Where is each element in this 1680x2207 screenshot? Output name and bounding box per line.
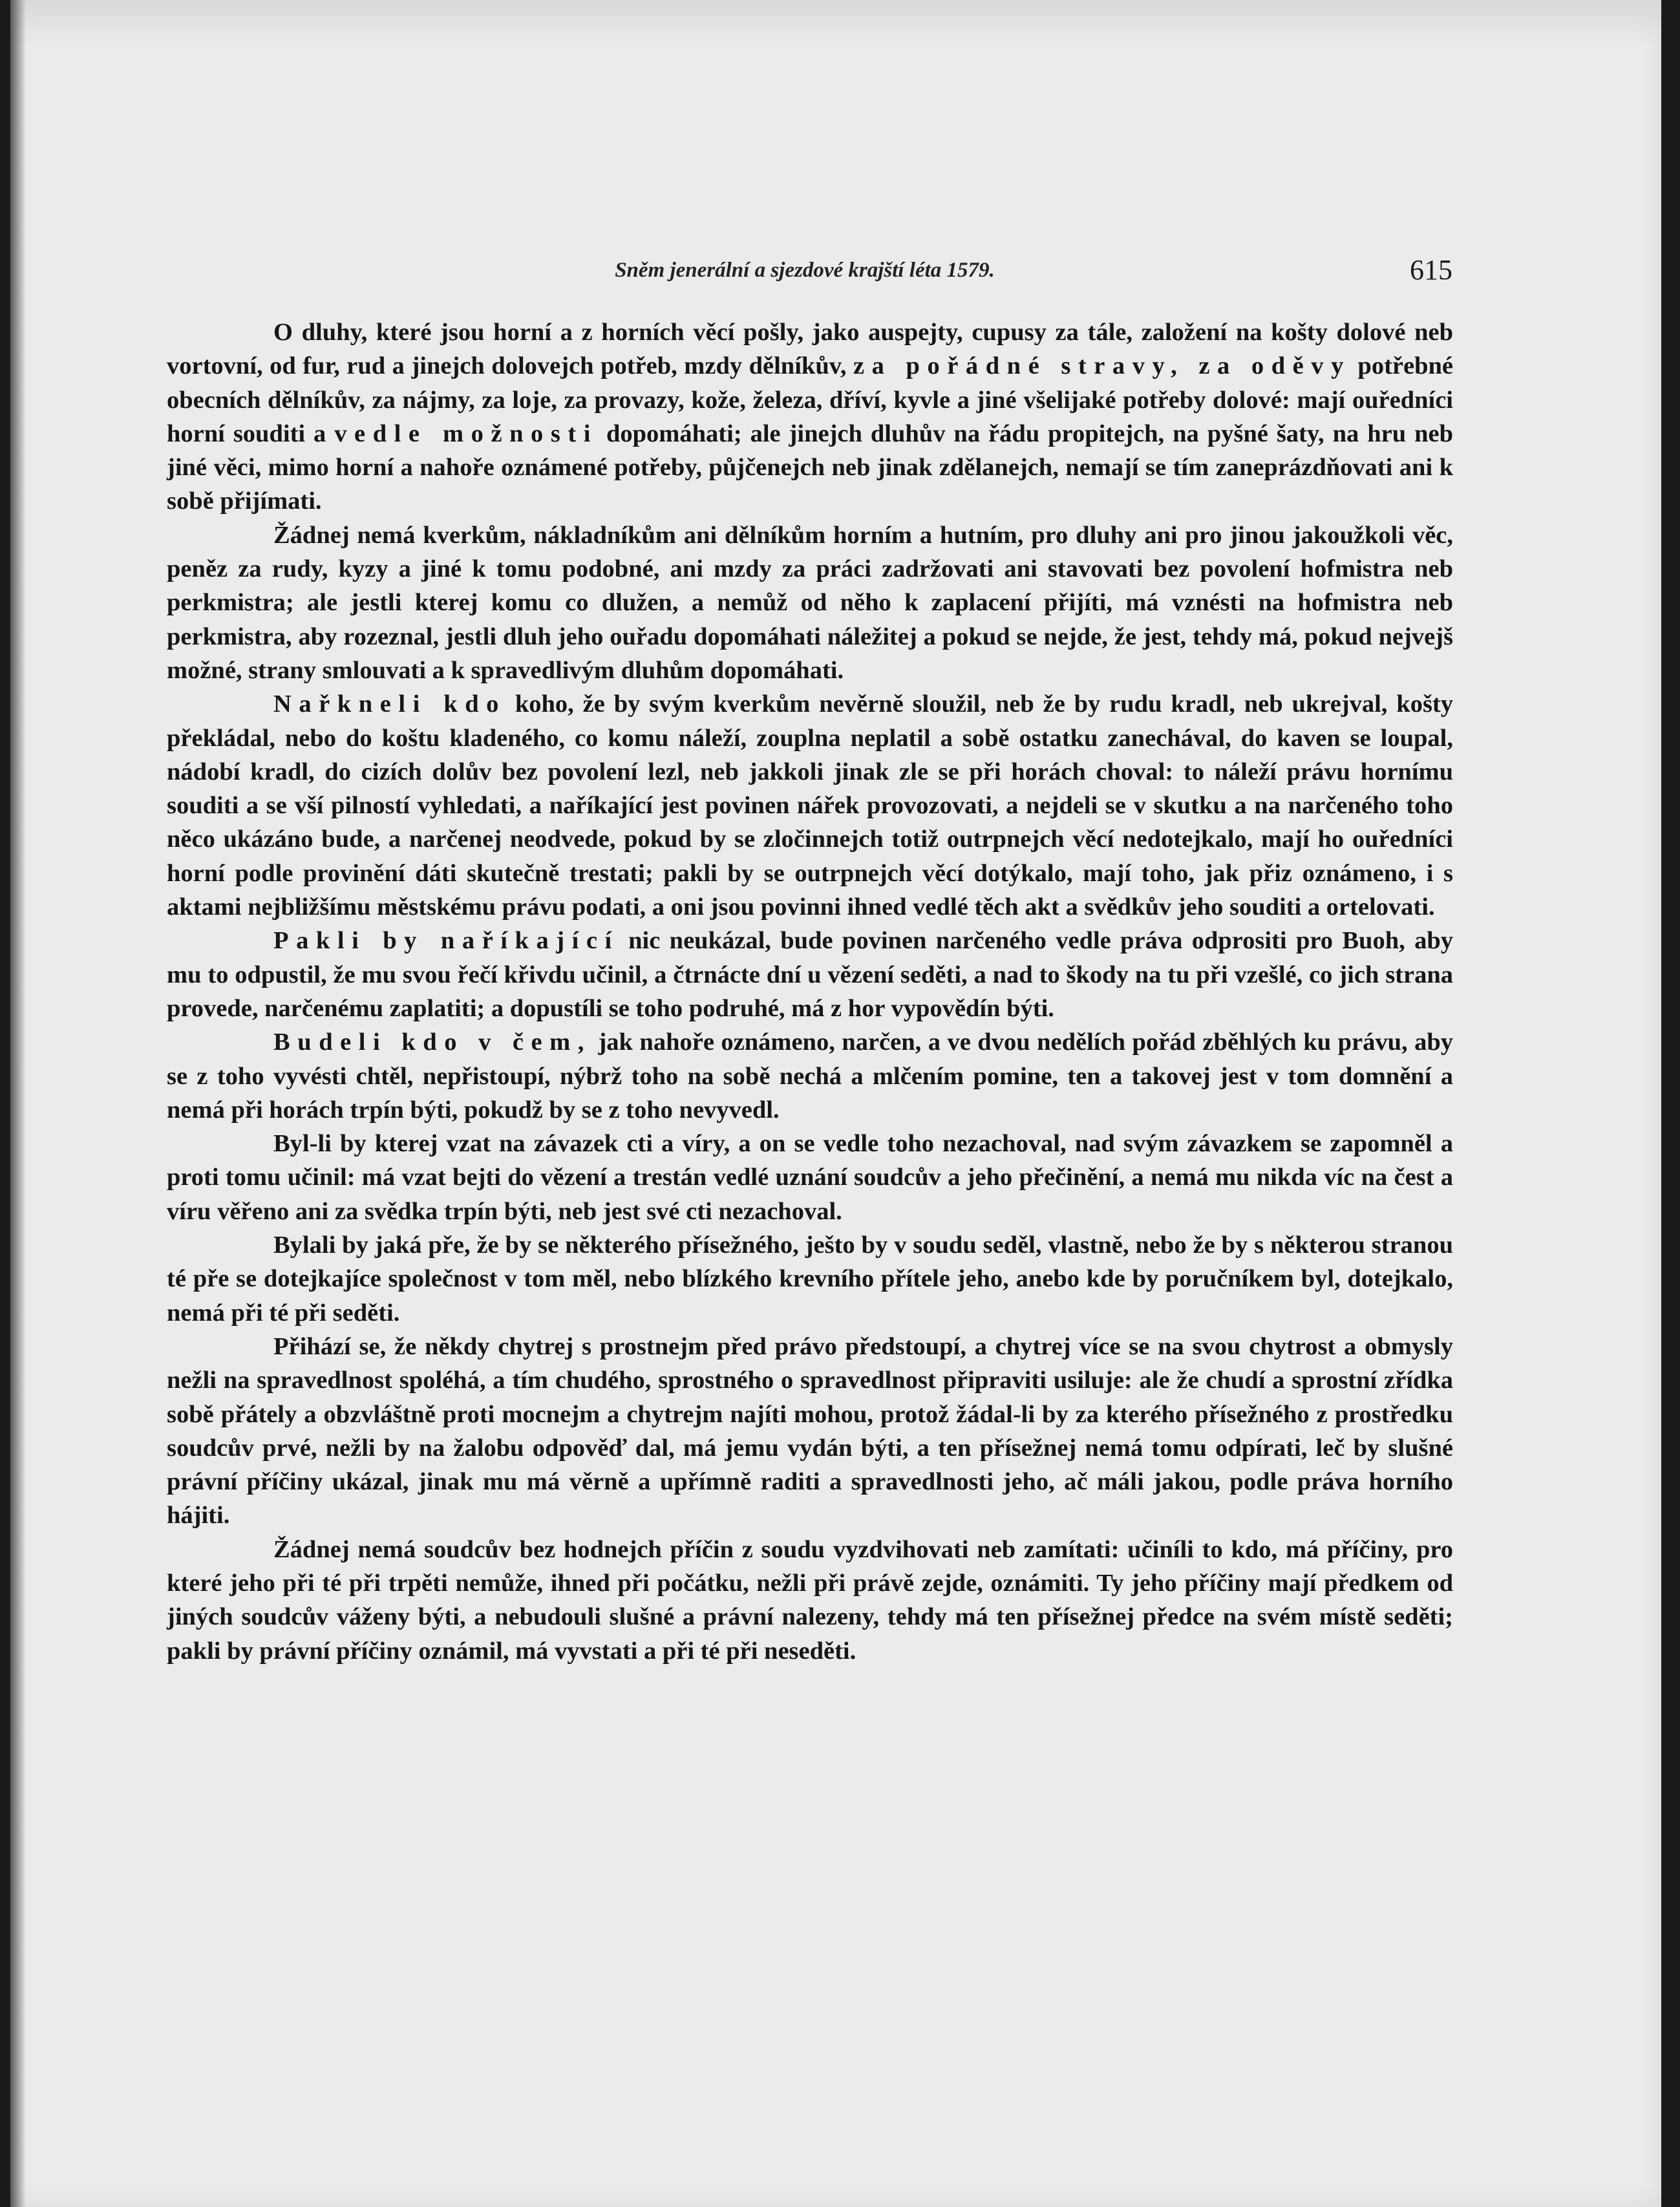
paragraph-text: jak nahoře oznámeno, narčen, a ve dvou nedělích pořád zběhlých ku právu, aby se z toho vyvésti chtěl, nepřistoupí, nýbrž toho na sobě nechá a mlčením pomine, ten a takovej jest v tom domnění a nemá při horách trpín býti, pokudž by se z toho nevyvedl. bbox=[167, 1029, 1454, 1124]
paragraph-text: Žádnej nemá kverkům, nákladníkům ani dělníkům horním a hutním, pro dluhy ani pro jinou jakoužkoli věc, peněz za rudy, kyzy a jiné k tomu podobné, ani mzdy za práci zadržovati ani stavovati bez povolení hofmistra neb perkmistra; ale jestli kterej komu co dlužen, a nemůž od něho k zaplacení přijíti, má vznésti na hofmistra neb perkmistra, aby rozeznal, jestli dluh jeho ouřadu dopomáhati náležitej a pokud se nejde, že jest, tehdy má, pokud nejvejš možné, strany smlouvati a k spravedlivým dluhům dopomáhati. bbox=[167, 521, 1453, 684]
paragraph bbox=[167, 1127, 1453, 1228]
paragraph bbox=[167, 518, 1453, 687]
paragraph-text: O dluhy, které jsou horní a z horních věcí pošly, jako auspejty, cupusy za tále, založení na košty dolové neb vortovní, od fur, rud a jinejch dolovejch potřeb, mzdy dělníkův, bbox=[167, 319, 1453, 380]
paragraph bbox=[167, 687, 1453, 924]
body-text bbox=[167, 315, 1453, 1668]
spaced-emphasis: vedle možnosti bbox=[334, 420, 599, 447]
scan-shadow-left bbox=[10, 0, 26, 2207]
paragraph-text: Bylali by jaká pře, že by se některého přísežného, ješto by v soudu seděl, vlastně, nebo že by s některou stranou té pře se dotejkajíce společnost v tom měl, nebo blízkého krevního přítele jeho, anebo kde by poručníkem byl, dotejkalo, nemá při té při seděti. bbox=[167, 1231, 1453, 1327]
paragraph-text: Přihází se, že někdy chytrej s prostnejm před právo předstoupí, a chytrej více se na svou chytrost a obmysly nežli na spravedlnost spoléhá, a tím chudého, sprostného o spravedlnost připraviti usiluje: ale že chudí a sprostní zřídka sobě přátely a obzvláštně proti mocnejm a chytrejm najíti mohou, protož žádal-li by za kterého přísežného z prostředku soudcův prvé, nežli by na žalobu odpověď dal, má jemu vydán býti, a ten přísežnej nemá tomu odpírati, leč by slušné právní příčiny ukázal, jinak mu má věrně a upřímně raditi a spravedlnosti jeho, ač máli jakou, podle práva horního hájiti. bbox=[167, 1332, 1453, 1530]
spaced-lead-words: Pakli by naříkající bbox=[273, 927, 619, 955]
paragraph-text: potřebné obecních dělníkův, za nájmy, za loje, za provazy, kože, železa, dříví, kyvle a jiné všelijaké potřeby dolové: mají ouředníci horní souditi a bbox=[167, 352, 1453, 447]
scan-shadow-top bbox=[10, 0, 1661, 45]
spaced-emphasis: za pořádné stravy, za oděvy bbox=[853, 352, 1351, 380]
paragraph bbox=[167, 1533, 1453, 1668]
spaced-lead-words: Nařkneli kdo bbox=[273, 690, 506, 718]
paragraph-text: nic neukázal, bude povinen narčeného vedle práva odprositi pro Buoh, aby mu to odpustil, že mu svou řečí křivdu učinil, a čtrnácte dní u vězení seděti, a nad to škody na tu při vzešlé, co jich strana provede, narčenému zaplatiti; a dopustíli se toho podruhé, má z hor vypovědín býti. bbox=[167, 927, 1453, 1022]
running-head bbox=[158, 253, 1451, 292]
running-head-title: Sněm jenerální a sjezdové krajští léta 1579. bbox=[615, 259, 995, 282]
paragraph bbox=[167, 1330, 1453, 1533]
spaced-lead-words: Budeli kdo v čem, bbox=[273, 1029, 591, 1056]
paragraph bbox=[167, 924, 1453, 1025]
paragraph-text: Žádnej nemá soudcův bez hodnejch příčin z soudu vyzdvihovati neb zamítati: učiníli to kdo, má příčiny, pro které jeho při té při trpěti nemůže, ihned při počátku, nežli při právě zejde, oznámiti. Ty jeho příčiny mají předkem od jiných soudcův váženy býti, a nebudouli slušné a právní nalezeny, tehdy má ten přísežnej předce na svém místě seděti; pakli by právní příčiny oznámil, má vyvstati a při té při neseděti. bbox=[167, 1535, 1453, 1665]
paragraph bbox=[167, 315, 1453, 518]
paragraph-text: koho, že by svým kverkům nevěrně sloužil, neb že by rudu kradl, neb ukrejval, košty překládal, nebo do koštu kladeného, co komu náleží, zouplna neplatil a sobě ostatku zanechával, do kaven se loupal, nádobí kradl, do cizích dolův bez povolení lezl, neb jakkoli jinak zle se při horách choval: to náleží právu hornímu souditi a se vší pilností vyhledati, a naříkající jest povinen nářek provozovati, a nejdeli se v skutku a na narčeného toho něco ukázáno bude, a narčenej neodvede, pokud by se zločinnejch totiž outrpnejch věcí nedotejkalo, mají ho ouředníci horní podle provinění dáti skutečně trestati; pakli by se outrpnejch věcí dotýkalo, mají toho, jak přiz oznámeno, i s aktami nejbližšímu městskému právu podati, a oni jsou povinni ihned vedlé těch akt a svědkův jeho souditi a ortelovati. bbox=[167, 690, 1453, 921]
page-number: 615 bbox=[1410, 254, 1452, 286]
paragraph bbox=[167, 1228, 1453, 1330]
paragraph bbox=[167, 1025, 1453, 1127]
paragraph-text: Byl-li by kterej vzat na závazek cti a víry, a on se vedle toho nezachoval, nad svým závazkem se zapomněl a proti tomu učinil: má vzat bejti do vězení a trestán vedlé uznání soudcův a jeho přečinění, a nemá mu nikda víc na čest a víru věřeno ani za svědka trpín býti, neb jest své cti nezachoval. bbox=[167, 1130, 1453, 1225]
paragraph-text: dopomáhati; ale jinejch dluhův na řádu propitejch, na pyšné šaty, na hru neb jiné věci, mimo horní a nahoře oznámené potřeby, půjčenejch neb jinak zdělanejch, nemají se tím zaneprázdňovati ani k sobě přijímati. bbox=[167, 420, 1453, 515]
